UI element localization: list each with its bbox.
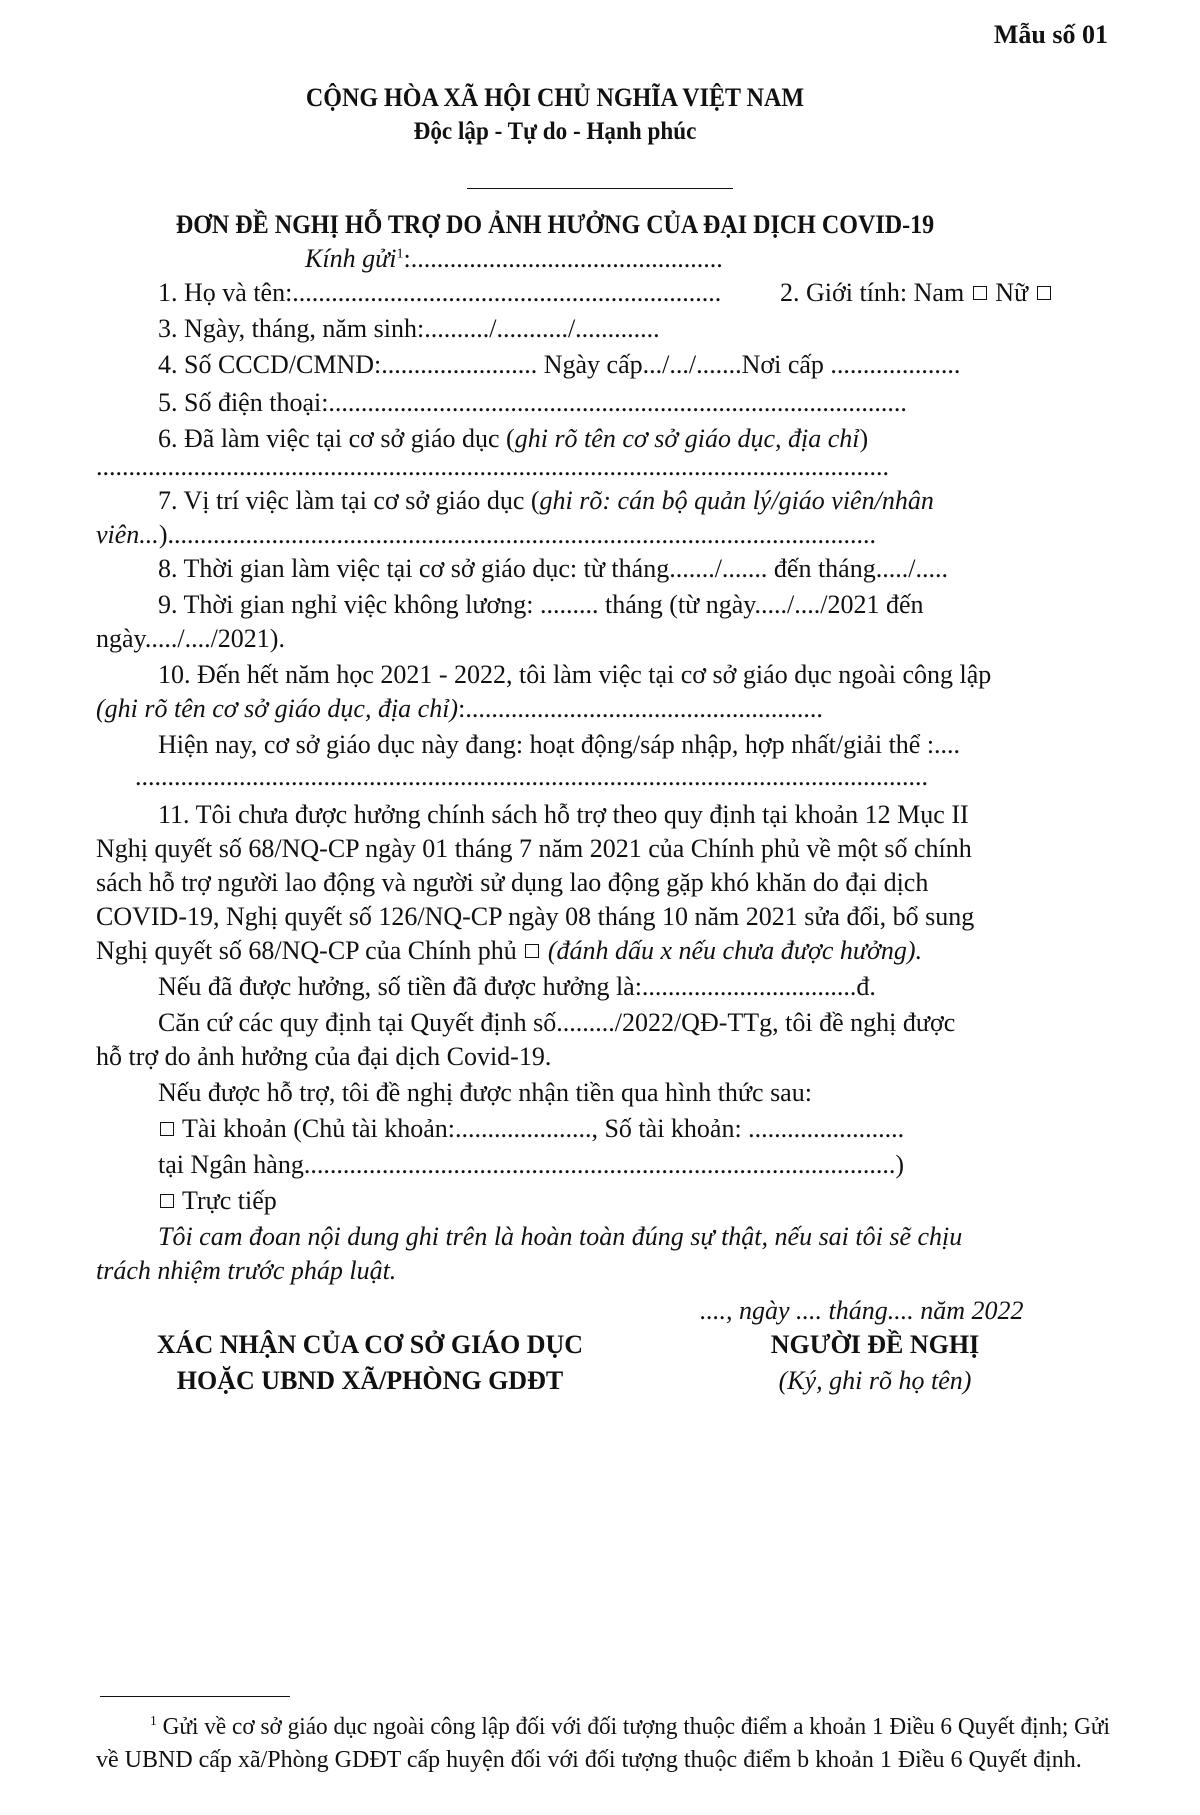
- position-line-2: [96, 520, 876, 550]
- payment-intro: Nếu được hỗ trợ, tôi đề nghị được nhận tiền qua hình thức sau:: [158, 1078, 812, 1107]
- field-school-status: Hiện nay, cơ sở giáo dục này đang: hoạt động/sáp nhập, hợp nhất/giải thể :....: [158, 730, 961, 759]
- field-name: 1. Họ và tên:..................................................................: [158, 278, 722, 307]
- policy-5-text: Nghị quyết số 68/NQ-CP của Chính phủ: [96, 936, 517, 965]
- field-dob: 3. Ngày, tháng, năm sinh:........../.........../.............: [158, 314, 660, 343]
- school-name-dots: :.......................................................: [458, 694, 823, 723]
- field-policy-4: COVID-19, Nghị quyết số 126/NQ-CP ngày 08 tháng 10 năm 2021 sửa đổi, bổ sung: [96, 902, 975, 931]
- payment-account-checkbox[interactable]: [160, 1122, 174, 1136]
- field-id: 4. Số CCCD/CMND:........................ Ngày cấp.../.../.......Nơi cấp ....................: [158, 350, 961, 379]
- footnote-divider: [100, 1696, 290, 1697]
- field-school-name: [96, 694, 823, 724]
- recipient-note-ref: 1: [396, 246, 404, 262]
- signing-date: ...., ngày .... tháng.... năm 2022: [700, 1296, 1024, 1325]
- gender-label: 2. Giới tính: Nam: [780, 278, 965, 307]
- payment-bank: tại Ngân hàng...........................................................................................): [158, 1150, 905, 1179]
- motto-underline: [467, 188, 733, 189]
- position-dots: ).............................................................................................................: [158, 520, 876, 549]
- payment-account: [158, 1114, 904, 1144]
- field-policy-3: sách hỗ trợ người lao động và người sử dụng lao động gặp khó khăn do đại dịch: [96, 868, 929, 897]
- doc-title: ĐƠN ĐỀ NGHỊ HỖ TRỢ DO ẢNH HƯỞNG CỦA ĐẠI DỊCH COVID-19: [175, 210, 935, 239]
- footnote-text-1: Gửi về cơ sở giáo dục ngoài công lập đối với đối tượng thuộc điểm a khoản 1 Điều 6 Quyết định; Gửi: [162, 1714, 1110, 1740]
- field-policy-1: 11. Tôi chưa được hưởng chính sách hỗ trợ theo quy định tại khoản 12 Mục II: [158, 800, 969, 829]
- workplace-hint: ghi rõ tên cơ sở giáo dục, địa chỉ: [514, 424, 860, 453]
- field-unpaid-leave-2: ngày...../..../2021).: [96, 624, 285, 653]
- motto: Độc lập - Tự do - Hạnh phúc: [413, 118, 697, 145]
- field-policy-5: [96, 936, 922, 966]
- not-received-checkbox[interactable]: [525, 944, 539, 958]
- confirm-title-2: HOẶC UBND XÃ/PHÒNG GDĐT: [176, 1366, 564, 1395]
- gender-female-label: Nữ: [995, 278, 1029, 307]
- field-work-period: 8. Thời gian làm việc tại cơ sở giáo dục: từ tháng......./....... đến tháng...../.....: [158, 554, 948, 583]
- school-status-line: ..........................................................................................................................: [135, 762, 928, 791]
- field-policy-2: Nghị quyết số 68/NQ-CP ngày 01 tháng 7 năm 2021 của Chính phủ về một số chính: [96, 834, 972, 863]
- workplace-close: ): [859, 424, 869, 453]
- policy-5-hint: (đánh dấu x nếu chưa được hưởng).: [547, 936, 923, 965]
- recipient-dots: :................................................: [403, 244, 723, 273]
- field-gender: [780, 278, 1053, 308]
- field-basis-1: Căn cứ các quy định tại Quyết định số........./2022/QĐ-TTg, tôi đề nghị được: [158, 1008, 956, 1037]
- field-basis-2: hỗ trợ do ảnh hưởng của đại dịch Covid-19.: [96, 1042, 552, 1071]
- gender-male-checkbox[interactable]: [973, 286, 987, 300]
- field-position: [158, 486, 934, 516]
- footnote-line-1: [150, 1714, 1110, 1741]
- field-received-amount: Nếu đã được hưởng, số tiền đã được hưởng là:.................................đ.: [158, 972, 876, 1001]
- pledge-1: Tôi cam đoan nội dung ghi trên là hoàn toàn đúng sự thật, nếu sai tôi sẽ chịu: [158, 1222, 963, 1251]
- confirm-title-1: XÁC NHẬN CỦA CƠ SỞ GIÁO DỤC: [156, 1330, 584, 1359]
- school-name-hint: (ghi rõ tên cơ sở giáo dục, địa chỉ): [96, 694, 459, 723]
- footnote-line-2: về UBND cấp xã/Phòng GDĐT cấp huyện đối với đối tượng thuộc điểm b khoản 1 Điều 6 Quyết định.: [96, 1747, 1082, 1773]
- position-hint-2: viên...: [96, 520, 159, 549]
- footnote-number: 1: [150, 1714, 157, 1729]
- payment-direct-label: Trực tiếp: [182, 1186, 277, 1215]
- recipient-label: Kính gửi: [305, 244, 397, 273]
- national-title: CỘNG HÒA XÃ HỘI CHỦ NGHĨA VIỆT NAM: [305, 83, 805, 112]
- field-phone: 5. Số điện thoại:.........................................................................................: [158, 388, 907, 417]
- field-workplace: [158, 424, 868, 454]
- position-hint: ghi rõ: cán bộ quản lý/giáo viên/nhân: [539, 486, 934, 515]
- applicant-sign-hint: (Ký, ghi rõ họ tên): [778, 1366, 972, 1395]
- position-label: 7. Vị trí việc làm tại cơ sở giáo dục (: [158, 486, 540, 515]
- pledge-2: trách nhiệm trước pháp luật.: [96, 1256, 397, 1285]
- recipient-line: [305, 244, 723, 274]
- workplace-fill-line: ..........................................................................................................................: [96, 452, 889, 481]
- gender-female-checkbox[interactable]: [1037, 286, 1051, 300]
- payment-direct-checkbox[interactable]: [160, 1194, 174, 1208]
- payment-direct: [158, 1186, 277, 1216]
- field-unpaid-leave: 9. Thời gian nghỉ việc không lương: ......... tháng (từ ngày...../..../2021 đến: [158, 590, 924, 619]
- payment-account-label: Tài khoản (Chủ tài khoản:....................., Số tài khoản: ........................: [182, 1114, 905, 1143]
- applicant-title: NGƯỜI ĐỀ NGHỊ: [770, 1330, 980, 1359]
- field-school-year: 10. Đến hết năm học 2021 - 2022, tôi làm việc tại cơ sở giáo dục ngoài công lập: [158, 660, 992, 689]
- form-code: Mẫu số 01: [993, 20, 1108, 49]
- workplace-label: 6. Đã làm việc tại cơ sở giáo dục (: [158, 424, 515, 453]
